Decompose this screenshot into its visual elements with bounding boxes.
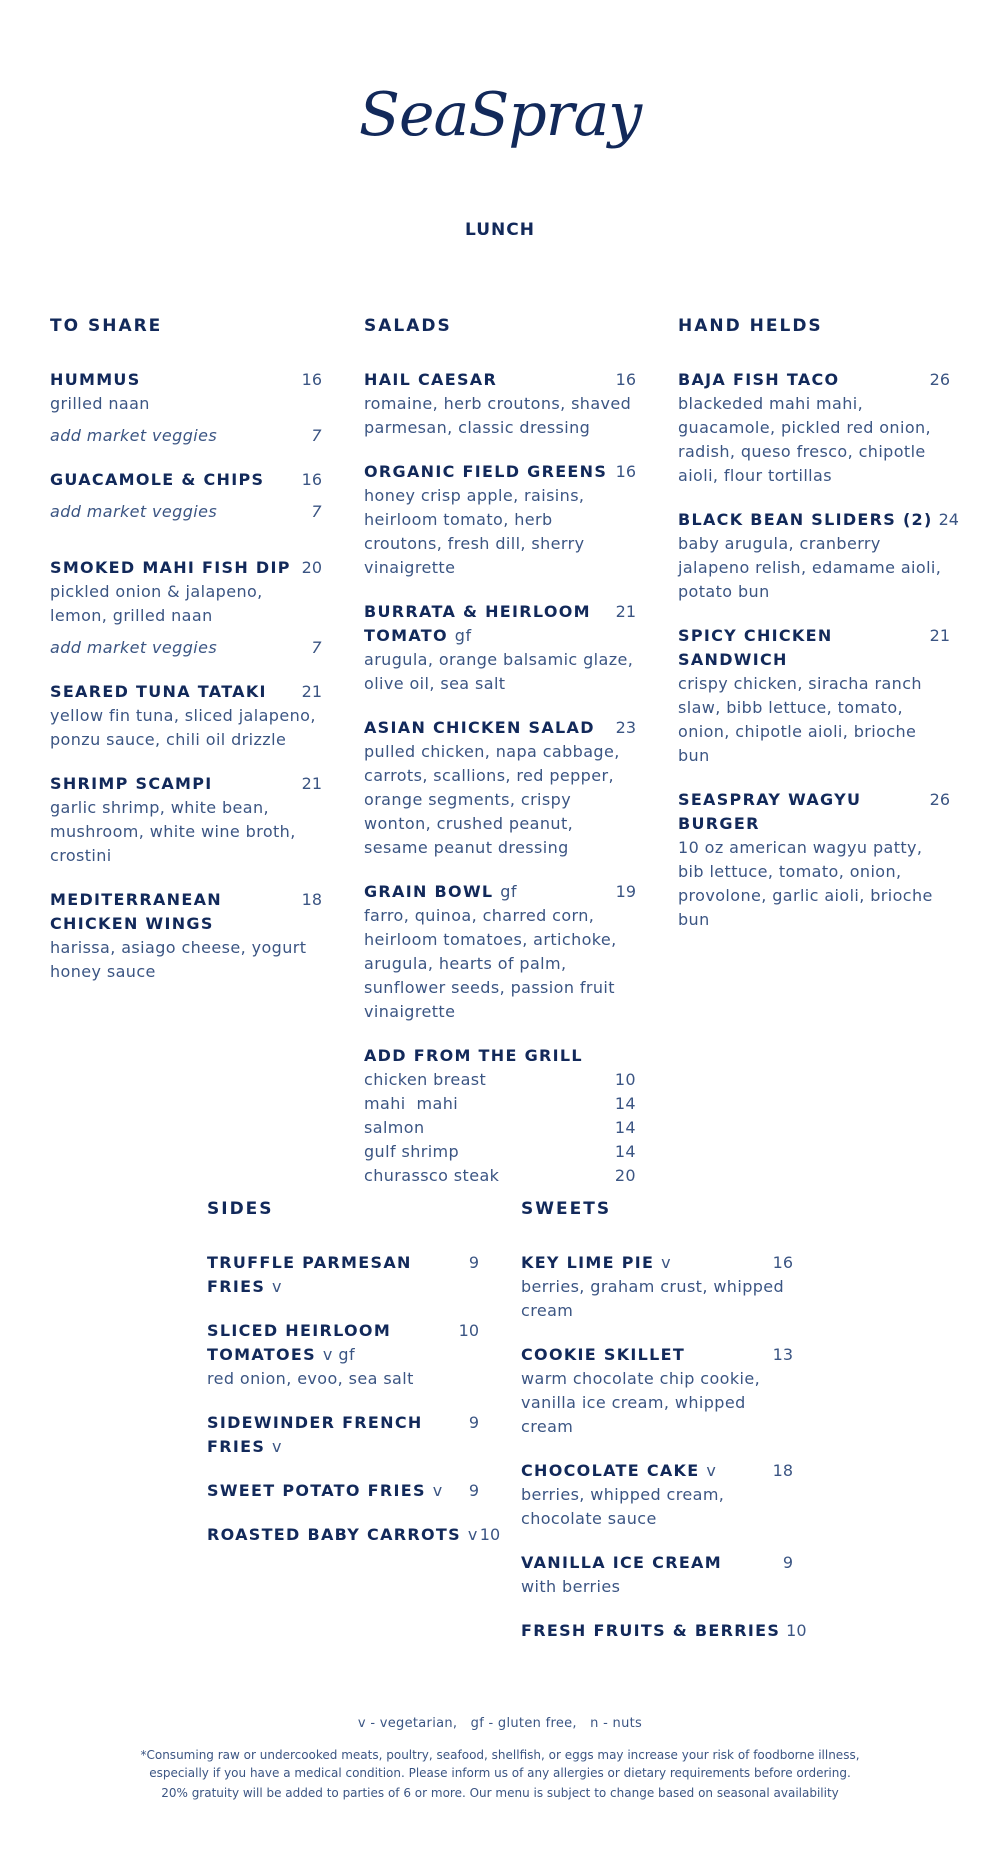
grill-item: salmon: [364, 1118, 425, 1137]
item-description: berries, whipped cream, chocolate sauce: [521, 1485, 725, 1528]
dietary-tag: gf: [500, 882, 518, 901]
item-name: [207, 1319, 427, 1367]
grill-row: [364, 1116, 636, 1140]
menu-item: [50, 556, 322, 660]
grill-row: [364, 1140, 636, 1164]
menu-item: [207, 1479, 479, 1503]
add-from-grill: [364, 1044, 636, 1188]
item-price: 23: [615, 718, 636, 737]
item-name-text: ROASTED BABY CARROTS: [207, 1525, 461, 1544]
item-name: [521, 1459, 716, 1483]
section-sides: [207, 1197, 501, 1563]
grill-item: chicken breast: [364, 1070, 487, 1089]
item-price: 21: [301, 774, 322, 793]
item-price: 16: [772, 1253, 793, 1272]
item-description: farro, quinoa, charred corn, heirloom tomatoes, artichoke, arugula, hearts of palm, sunflower seeds, passion fruit vinaigrette: [364, 906, 617, 1021]
menu-item: [364, 716, 636, 860]
item-description: arugula, orange balsamic glaze, olive oil, sea salt: [364, 650, 634, 693]
item-price: 21: [301, 682, 322, 701]
section-title: SALADS: [364, 316, 452, 336]
grill-item: gulf shrimp: [364, 1142, 460, 1161]
menu-item: [678, 508, 959, 604]
menu-item: [364, 460, 636, 580]
disclaimer-line: *Consuming raw or undercooked meats, poultry, seafood, shellfish, or eggs may increase your risk of foodborne illness,: [140, 1748, 860, 1762]
menu-item: [207, 1251, 479, 1299]
health-disclaimer: [0, 1746, 1000, 1782]
item-description: pickled onion & jalapeno, lemon, grilled naan: [50, 582, 263, 625]
item-name: SMOKED MAHI FISH DIP: [50, 558, 291, 577]
menu-item: [678, 788, 950, 932]
item-name: ASIAN CHICKEN SALAD: [364, 718, 595, 737]
gratuity-note: 20% gratuity will be added to parties of 6 or more. Our menu is subject to change based on seasonal availability: [161, 1786, 839, 1800]
item-name-text: SLICED HEIRLOOM TOMATOES: [207, 1321, 392, 1364]
item-name-text: GRAIN BOWL: [364, 882, 494, 901]
disclaimer-line: especially if you have a medical condition. Please inform us of any allergies or dietary requirements before ordering.: [149, 1766, 851, 1780]
item-price: 26: [929, 790, 950, 809]
item-price: 9: [468, 1481, 479, 1500]
menu-item: [207, 1411, 479, 1459]
item-addon: [50, 500, 322, 524]
item-name: [364, 880, 517, 904]
menu-item: [50, 680, 322, 752]
item-price: 18: [301, 890, 322, 909]
dietary-tag: v: [272, 1437, 282, 1456]
item-name-text: CHOCOLATE CAKE: [521, 1461, 700, 1480]
grill-row: [364, 1068, 636, 1092]
menu-item: [678, 368, 950, 488]
item-price: 19: [615, 882, 636, 901]
section-salads: [364, 314, 636, 1188]
grill-price: 20: [614, 1166, 636, 1185]
item-name: ORGANIC FIELD GREENS: [364, 462, 608, 481]
dietary-tag: v: [706, 1461, 717, 1480]
addon-label: add market veggies: [50, 638, 218, 657]
item-name: [207, 1251, 427, 1299]
item-description: blackeded mahi mahi, guacamole, pickled red onion, radish, queso fresco, chipotle aioli, flour tortillas: [678, 394, 932, 485]
item-name: COOKIE SKILLET: [521, 1345, 686, 1364]
menu-item: [521, 1551, 793, 1599]
item-description: yellow fin tuna, sliced jalapeno, ponzu sauce, chili oil drizzle: [50, 706, 316, 749]
section-title: SWEETS: [521, 1199, 612, 1219]
menu-item: [364, 368, 636, 440]
item-description: harissa, asiago cheese, yogurt honey sauce: [50, 938, 307, 981]
menu-item: [678, 624, 950, 768]
menu-item: [50, 772, 322, 868]
menu-item: [364, 880, 636, 1024]
item-price: 21: [615, 602, 636, 621]
section-to-share: [50, 314, 322, 1000]
item-name: SEASPRAY WAGYU BURGER: [678, 790, 862, 833]
item-name: [207, 1479, 443, 1503]
item-price: 9: [468, 1413, 479, 1432]
section-title: HAND HELDS: [678, 316, 823, 336]
item-description: baby arugula, cranberry jalapeno relish, edamame aioli, potato bun: [678, 534, 942, 601]
addon-price: 7: [311, 502, 322, 521]
grill-price: 14: [614, 1094, 636, 1113]
item-description: grilled naan: [50, 394, 150, 413]
item-name: [207, 1411, 427, 1459]
item-description: romaine, herb croutons, shaved parmesan, classic dressing: [364, 394, 632, 437]
menu-title: LUNCH: [465, 220, 535, 240]
item-name: [521, 1251, 671, 1275]
item-description: honey crisp apple, raisins, heirloom tomato, herb croutons, fresh dill, sherry vinaigrette: [364, 486, 585, 577]
item-price: 24: [938, 510, 959, 529]
item-price: 13: [772, 1345, 793, 1364]
item-price: 10: [458, 1321, 479, 1340]
item-price: 16: [301, 370, 322, 389]
item-name: HAIL CAESAR: [364, 370, 498, 389]
item-name-text: SIDEWINDER FRENCH FRIES: [207, 1413, 423, 1456]
dietary-tag: v: [467, 1525, 478, 1544]
item-price: 18: [772, 1461, 793, 1480]
item-price: 16: [615, 370, 636, 389]
grill-row: [364, 1164, 636, 1188]
item-name: HUMMUS: [50, 370, 141, 389]
item-price: 26: [929, 370, 950, 389]
item-description: 10 oz american wagyu patty, bib lettuce, tomato, onion, provolone, garlic aioli, brioche bun: [678, 838, 933, 929]
menu-item: [50, 368, 322, 448]
item-addon: [50, 636, 322, 660]
item-name: [364, 600, 594, 648]
grill-price: 14: [614, 1118, 636, 1137]
item-price: 16: [615, 462, 636, 481]
item-name-text: BURRATA & HEIRLOOM TOMATO: [364, 602, 591, 645]
addon-price: 7: [311, 638, 322, 657]
item-name: FRESH FRUITS & BERRIES: [521, 1621, 781, 1640]
menu-item: [521, 1619, 807, 1643]
item-name: SHRIMP SCAMPI: [50, 774, 213, 793]
item-name-text: KEY LIME PIE: [521, 1253, 655, 1272]
dietary-tag: v: [661, 1253, 672, 1272]
item-name: GUACAMOLE & CHIPS: [50, 470, 265, 489]
menu-item: [207, 1319, 479, 1391]
item-name-text: TRUFFLE PARMESAN FRIES: [207, 1253, 412, 1296]
menu-item: [521, 1343, 793, 1439]
dietary-legend: v - vegetarian, gf - gluten free, n - nuts: [357, 1716, 643, 1731]
item-name: VANILLA ICE CREAM: [521, 1553, 722, 1572]
section-sweets: [521, 1197, 807, 1659]
menu-item: [207, 1523, 501, 1547]
grill-price: 10: [614, 1070, 636, 1089]
addon-price: 7: [311, 426, 322, 445]
grill-price: 14: [614, 1142, 636, 1161]
item-name: SEARED TUNA TATAKI: [50, 682, 267, 701]
dietary-tag: v gf: [322, 1345, 356, 1364]
item-name: BAJA FISH TACO: [678, 370, 840, 389]
section-hand-helds: [678, 314, 959, 948]
item-name: BLACK BEAN SLIDERS (2): [678, 510, 933, 529]
addon-label: add market veggies: [50, 502, 218, 521]
item-addon: [50, 424, 322, 448]
grill-row: [364, 1092, 636, 1116]
dietary-tag: v: [272, 1277, 282, 1296]
item-description: crispy chicken, siracha ranch slaw, bibb lettuce, tomato, onion, chipotle aioli, brioche bun: [678, 674, 922, 765]
item-description: pulled chicken, napa cabbage, carrots, scallions, red pepper, orange segments, crispy wonton, crushed peanut, sesame peanut dressing: [364, 742, 620, 857]
menu-item: [50, 888, 322, 984]
item-price: 21: [929, 626, 950, 645]
item-name: SPICY CHICKEN SANDWICH: [678, 626, 833, 669]
item-description: warm chocolate chip cookie, vanilla ice cream, whipped cream: [521, 1369, 761, 1436]
menu-item: [364, 600, 636, 696]
grill-item: churassco steak: [364, 1166, 500, 1185]
item-price: 9: [782, 1553, 793, 1572]
menu-item: [521, 1251, 793, 1323]
menu-item: [521, 1459, 793, 1531]
grill-title: ADD FROM THE GRILL: [364, 1046, 583, 1065]
item-name: [207, 1523, 478, 1547]
item-name: MEDITERRANEAN CHICKEN WINGS: [50, 890, 222, 933]
item-price: 10: [786, 1621, 807, 1640]
item-price: 20: [301, 558, 322, 577]
seaspray-logo: SeaSpray: [358, 80, 642, 150]
item-price: 16: [301, 470, 322, 489]
item-price: 10: [479, 1525, 501, 1544]
section-title: TO SHARE: [50, 316, 163, 336]
item-description: berries, graham crust, whipped cream: [521, 1277, 785, 1320]
item-name-text: SWEET POTATO FRIES: [207, 1481, 426, 1500]
grill-item: mahi mahi: [364, 1094, 459, 1113]
item-description: with berries: [521, 1577, 621, 1596]
item-description: red onion, evoo, sea salt: [207, 1369, 414, 1388]
item-description: garlic shrimp, white bean, mushroom, white wine broth, crostini: [50, 798, 296, 865]
dietary-tag: gf: [454, 626, 472, 645]
addon-label: add market veggies: [50, 426, 218, 445]
menu-item: [50, 468, 322, 524]
dietary-tag: v: [432, 1481, 443, 1500]
item-price: 9: [468, 1253, 479, 1272]
section-title: SIDES: [207, 1199, 274, 1219]
